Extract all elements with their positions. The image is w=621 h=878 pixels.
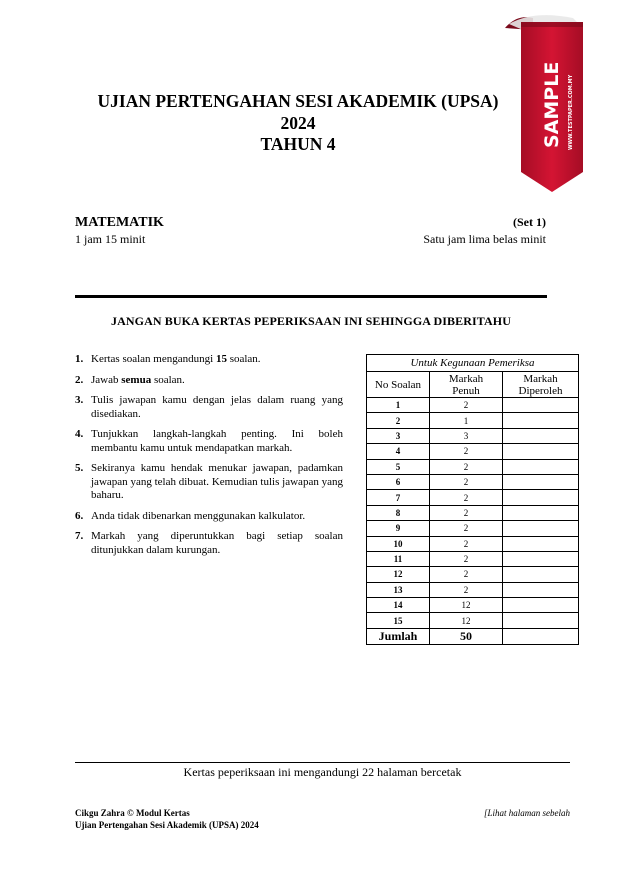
instructions-list	[75, 353, 343, 564]
instruction-number: 2.	[75, 373, 84, 386]
question-number-cell: 12	[367, 567, 430, 582]
instruction-item	[75, 462, 343, 503]
full-marks-cell: 12	[430, 598, 503, 613]
table-caption: Untuk Kegunaan Pemeriksa	[367, 355, 579, 372]
exam-title: UJIAN PERTENGAHAN SESI AKADEMIK (UPSA)	[97, 91, 499, 111]
question-number-cell: 11	[367, 551, 430, 566]
full-marks-cell: 2	[430, 474, 503, 489]
table-row	[367, 536, 579, 551]
question-number-cell: 15	[367, 613, 430, 628]
footer-module: Ujian Pertengahan Sesi Akademik (UPSA) 2024	[75, 820, 259, 830]
obtained-marks-cell	[503, 428, 579, 443]
obtained-marks-cell	[503, 521, 579, 536]
table-row	[367, 444, 579, 459]
instruction-text: Jawab	[91, 373, 122, 386]
ribbon-sample-text: SAMPLE	[541, 61, 563, 148]
total-obtained-cell	[503, 628, 579, 644]
instruction-emphasis: semua	[121, 373, 152, 386]
col-header-obtained-line1: Markah	[523, 372, 558, 385]
instruction-number: 7.	[75, 530, 84, 542]
instruction-number: 5.	[75, 462, 84, 474]
instruction-number: 4.	[75, 428, 84, 440]
obtained-marks-cell	[503, 567, 579, 582]
question-number-cell: 6	[367, 474, 430, 489]
full-marks-cell: 2	[430, 521, 503, 536]
instruction-text: Tunjukkan langkah-langkah penting. Ini boleh membantu kamu untuk mendapatkan markah.	[91, 428, 343, 454]
instruction-item	[75, 353, 343, 367]
full-marks-cell: 2	[430, 490, 503, 505]
obtained-marks-cell	[503, 613, 579, 628]
question-number-cell: 9	[367, 521, 430, 536]
col-header-question: No Soalan	[367, 372, 430, 398]
col-header-obtained-marks	[503, 372, 579, 398]
col-header-full-line1: Markah	[448, 372, 484, 385]
table-row	[367, 505, 579, 520]
footer-divider	[75, 762, 570, 763]
instruction-item	[75, 374, 343, 388]
obtained-marks-cell	[503, 413, 579, 428]
obtained-marks-cell	[503, 536, 579, 551]
col-header-obtained-line2: Diperoleh	[518, 384, 563, 397]
obtained-marks-cell	[503, 582, 579, 597]
table-row	[367, 490, 579, 505]
full-marks-cell: 3	[430, 428, 503, 443]
full-marks-cell: 2	[430, 551, 503, 566]
obtained-marks-cell	[503, 444, 579, 459]
question-number-cell: 4	[367, 444, 430, 459]
table-row	[367, 567, 579, 582]
question-number-cell: 2	[367, 413, 430, 428]
table-row	[367, 398, 579, 413]
full-marks-cell: 2	[430, 444, 503, 459]
full-marks-cell: 2	[430, 459, 503, 474]
obtained-marks-cell	[503, 551, 579, 566]
question-number-cell: 14	[367, 598, 430, 613]
full-marks-cell: 2	[430, 398, 503, 413]
exam-duration-words: Satu jam lima belas minit	[423, 232, 546, 246]
footer-next-page: [Lihat halaman sebelah	[483, 808, 570, 818]
instruction-text-end: soalan.	[151, 373, 185, 386]
obtained-marks-cell	[503, 505, 579, 520]
total-value: 50	[430, 628, 503, 644]
header-divider	[75, 295, 547, 298]
footer-author: Cikgu Zahra © Modul Kertas	[75, 808, 190, 818]
full-marks-cell: 12	[430, 613, 503, 628]
full-marks-cell: 2	[430, 582, 503, 597]
table-row	[367, 521, 579, 536]
instruction-text: Sekiranya kamu hendak menukar jawapan, padamkan jawapan yang telah dibuat. Kemudian tulis jawapan yang baharu.	[91, 462, 343, 501]
instruction-item	[75, 530, 343, 557]
table-row	[367, 459, 579, 474]
full-marks-cell: 2	[430, 536, 503, 551]
exam-duration: 1 jam 15 minit	[75, 232, 146, 246]
full-marks-cell: 1	[430, 413, 503, 428]
question-number-cell: 3	[367, 428, 430, 443]
instruction-text: Markah yang diperuntukkan bagi setiap soalan ditunjukkan dalam kurungan.	[91, 530, 343, 556]
obtained-marks-cell	[503, 490, 579, 505]
instruction-number: 3.	[75, 394, 84, 406]
instruction-item	[75, 510, 343, 524]
table-row	[367, 413, 579, 428]
question-number-cell: 8	[367, 505, 430, 520]
instruction-text-end: soalan.	[226, 353, 261, 365]
instruction-item	[75, 428, 343, 455]
examiner-marks-table	[366, 354, 579, 645]
instruction-text: Anda tidak dibenarkan menggunakan kalkulator.	[91, 509, 306, 522]
question-number-cell: 13	[367, 582, 430, 597]
instruction-number: 6.	[75, 509, 84, 522]
obtained-marks-cell	[503, 598, 579, 613]
exam-year: 2024	[280, 113, 316, 133]
marks-table-body	[367, 398, 579, 629]
col-header-full-line2: Penuh	[452, 384, 480, 397]
obtained-marks-cell	[503, 459, 579, 474]
obtained-marks-cell	[503, 474, 579, 489]
table-row	[367, 598, 579, 613]
instruction-text: Kertas soalan mengandungi	[91, 353, 216, 365]
full-marks-cell: 2	[430, 505, 503, 520]
instruction-number: 1.	[75, 353, 84, 365]
page-count-note: Kertas peperiksaan ini mengandungi 22 halaman bercetak	[183, 765, 462, 779]
instruction-emphasis: 15	[215, 353, 227, 365]
total-label: Jumlah	[367, 628, 430, 644]
exam-grade: TAHUN 4	[260, 134, 336, 154]
table-row	[367, 551, 579, 566]
table-row	[367, 474, 579, 489]
warning-notice: JANGAN BUKA KERTAS PEPERIKSAAN INI SEHINGGA DIBERITAHU	[111, 314, 511, 328]
ribbon-site-text: WWW.TESTPAPER.COM.MY	[568, 74, 574, 150]
table-row	[367, 582, 579, 597]
full-marks-cell: 2	[430, 567, 503, 582]
instruction-item	[75, 394, 343, 421]
table-row	[367, 428, 579, 443]
col-header-full-marks	[430, 372, 503, 398]
question-number-cell: 1	[367, 398, 430, 413]
instruction-text: Tulis jawapan kamu dengan jelas dalam ruang yang disediakan.	[91, 394, 343, 420]
question-number-cell: 7	[367, 490, 430, 505]
set-number: (Set 1)	[513, 215, 546, 229]
question-number-cell: 5	[367, 459, 430, 474]
table-row	[367, 613, 579, 628]
subject-name: MATEMATIK	[75, 215, 164, 230]
obtained-marks-cell	[503, 398, 579, 413]
question-number-cell: 10	[367, 536, 430, 551]
